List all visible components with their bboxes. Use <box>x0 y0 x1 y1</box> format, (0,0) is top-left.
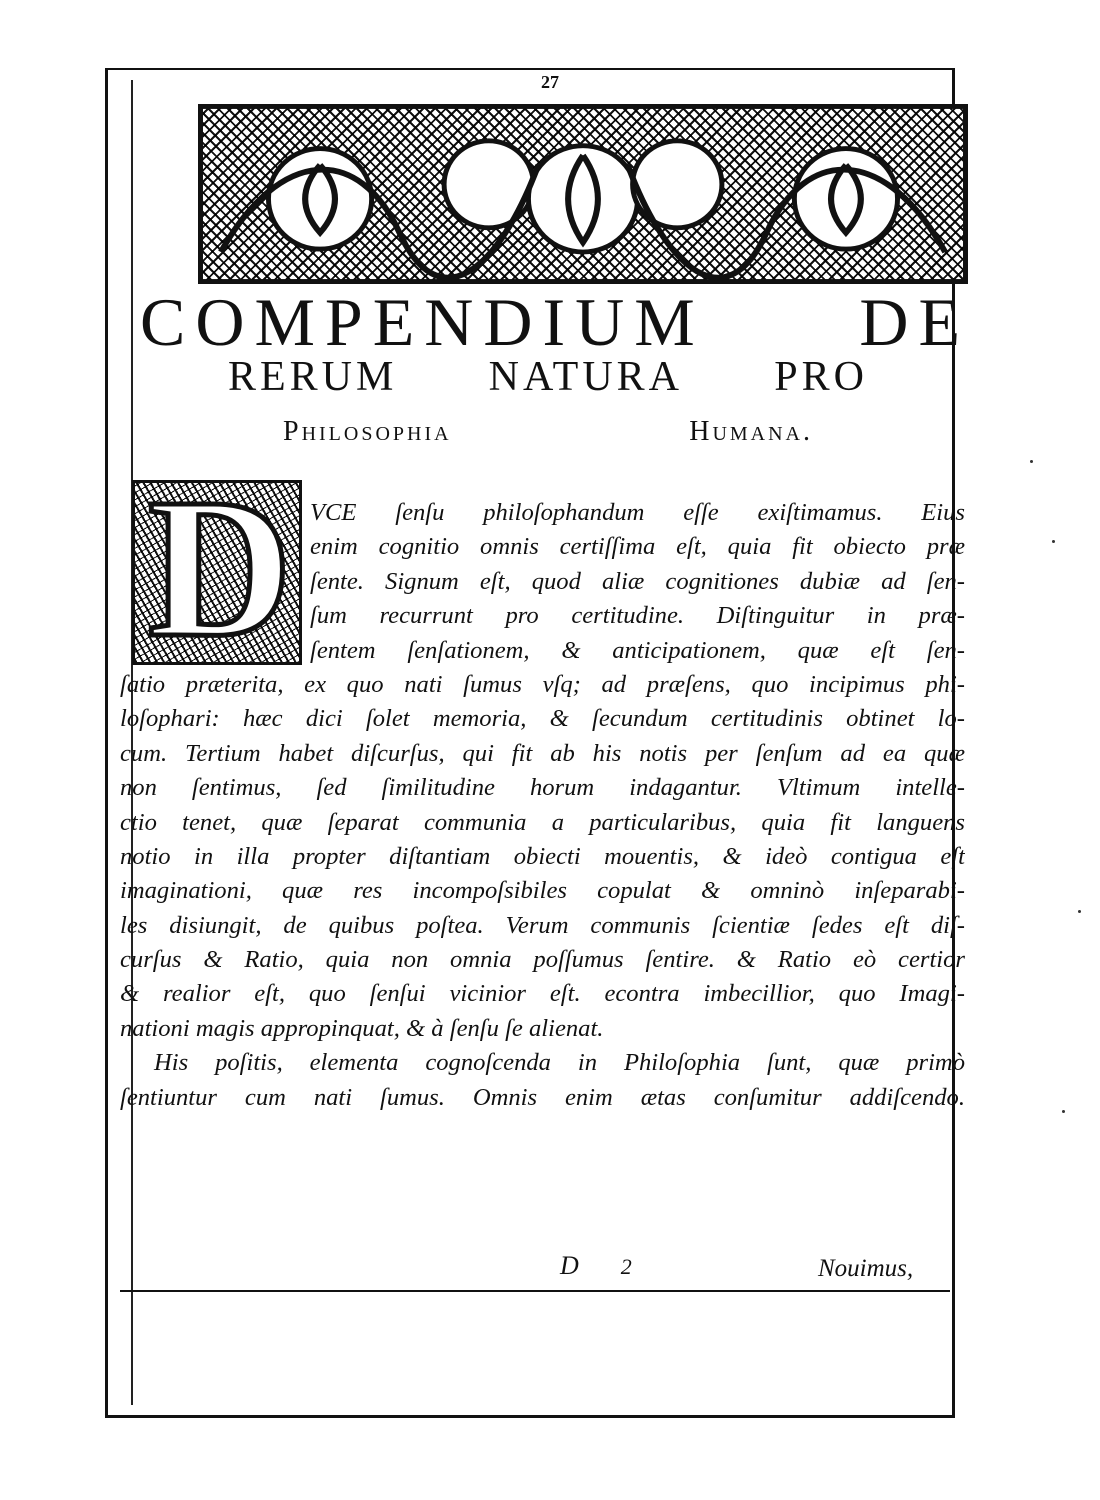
page-number: 27 <box>541 72 559 92</box>
text-line: ſentem ſenſationem, & anticipationem, quæ eſt ſen- <box>310 636 965 664</box>
title-word: NATURA <box>488 354 683 400</box>
title-word: Humana. <box>689 416 813 447</box>
text-line: les disiungit, de quibus poſtea. Verum communis ſcientiæ ſedes eſt diſ- <box>120 911 965 939</box>
text-line: ctio tenet, quæ ſeparat communia a particularibus, quia fit languens <box>120 808 965 836</box>
decorative-headpiece-woodcut <box>198 104 968 284</box>
title-word: COMPENDIUM <box>140 284 705 360</box>
text-line: non ſentimus, ſed ſimilitudine horum indagantur. Vltimum intelle- <box>120 774 965 802</box>
text-line: imaginationi, quæ res incompoſsibiles copulat & omninò inſeparabi- <box>120 877 965 905</box>
signature-letter: D <box>560 1251 581 1280</box>
body-text <box>120 496 965 1115</box>
text-line: loſophari: hæc dici ſolet memoria, & ſecundum certitudinis obtinet lo- <box>120 705 965 733</box>
text-line: nationi magis appropinquat, & à ſenſu ſe alienat. <box>120 1014 604 1042</box>
title-line-3 <box>283 412 813 452</box>
text-line: His poſitis, elementa cognoſcenda in Philoſophia ſunt, quæ primò <box>154 1049 965 1077</box>
text-line: enim cognitio omnis certiſſima eſt, quia fit obiecto præ <box>310 533 965 561</box>
text-line: ſatio præterita, ex quo nati ſumus vſq; ad præſens, quo incipimus phi- <box>120 670 965 698</box>
text-line: ſum recurrunt pro certitudine. Diſtinguitur in præ- <box>310 602 965 630</box>
text-line: ſentiuntur cum nati ſumus. Omnis enim ætas conſumitur addiſcendo. <box>120 1083 965 1111</box>
text-line: & realior eſt, quo ſenſui vicinior eſt. econtra imbecillior, quo Imagi- <box>120 980 965 1008</box>
scan-speck <box>1052 540 1055 543</box>
title-word: RERUM <box>228 354 398 400</box>
scan-speck <box>1030 460 1033 463</box>
bottom-rule <box>120 1290 950 1292</box>
scan-speck <box>1078 910 1081 913</box>
title-word: DE <box>859 284 970 360</box>
text-line: curſus & Ratio, quia non omnia poſſumus ſentire. & Ratio eò certior <box>120 946 965 974</box>
title-word: Philosophia <box>283 416 452 447</box>
title-word: PRO <box>774 354 868 400</box>
signature-mark <box>560 1251 634 1281</box>
text-line: VCE ſenſu philoſophandum eſſe exiſtimamus. Eius <box>310 499 965 526</box>
scan-speck <box>1062 1110 1065 1113</box>
text-line: notio in illa propter diſtantiam obiecti mouentis, & ideò contigua eſt <box>120 842 965 870</box>
catchword: Nouimus, <box>818 1255 914 1282</box>
text-line: ſente. Signum eſt, quod aliæ cognitiones dubiæ ad ſen- <box>310 567 965 595</box>
text-line: cum. Tertium habet diſcurſus, qui fit ab his notis per ſenſum ad ea quæ <box>120 739 965 767</box>
title-line-2 <box>228 350 868 404</box>
signature-number: 2 <box>620 1254 634 1279</box>
dropcap-letter: D <box>147 480 293 665</box>
